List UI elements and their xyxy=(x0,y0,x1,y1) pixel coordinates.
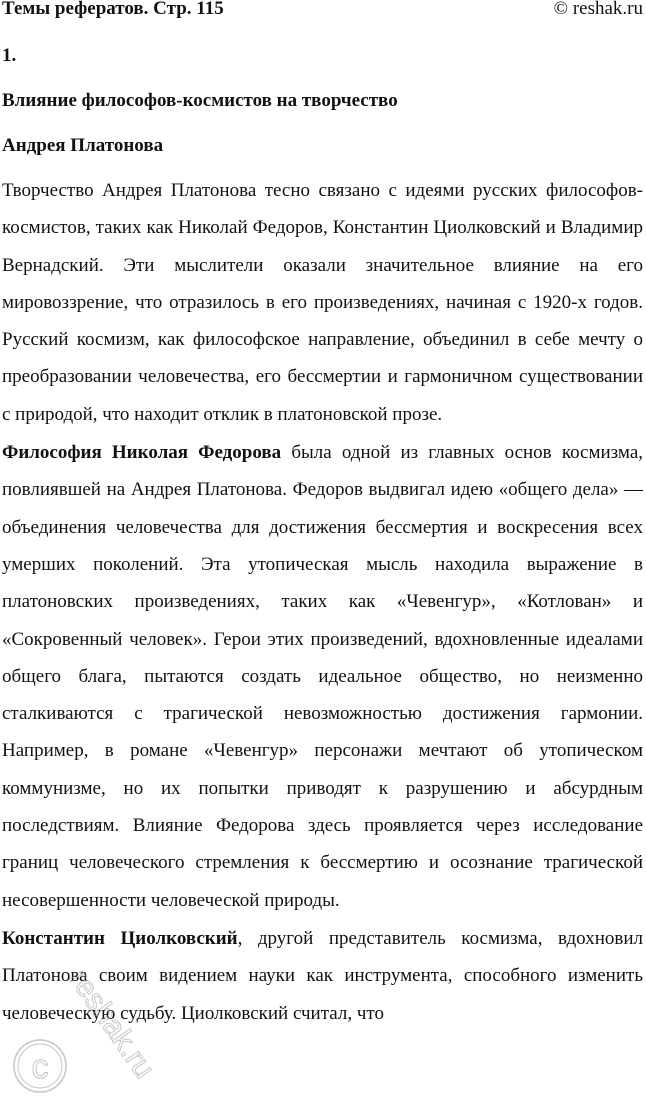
page-title: Темы рефератов. Стр. 115 xyxy=(2,0,224,19)
paragraph-text: была одной из главных основ космизма, повлиявшей на Андрея Платонова. Федоров выдвигал идею «общего дела» — объединения человечества для достижения бессмертия и воскресения всех умерших поколений. Эта утопическая мысль находила выражение в платоновских произведениях, таких как «Чевенгур», «Котлован» и «Сокровенный человек». Герои этих произведений, вдохновленные идеалами общего блага, пытаются создать идеальное общество, но неизменно сталкиваются с трагической невозможностью достижения гармонии. Например, в романе «Чевенгур» персонажи мечтают об утопическом коммунизме, но их попытки приводят к разрушению и абсурдным последствиям. Влияние Федорова здесь проявляется через исследование границ человеческого стремления к бессмертию и осознание трагической несовершенности человеческой природы. xyxy=(2,442,643,911)
site-credit: © reshak.ru xyxy=(553,0,643,19)
paragraph-tsiolkovsky xyxy=(2,920,643,1032)
document-body xyxy=(2,44,643,1040)
svg-text:c: c xyxy=(31,1048,49,1086)
task-number: 1. xyxy=(2,45,17,66)
essay-title-line-1: Влияние философов-космистов на творчество xyxy=(2,90,398,111)
paragraph-text: , другой представитель космизма, вдохновил Платонова своим видением науки как инструмента, способного изменить человеческую судьбу. Циолковский считал, что xyxy=(2,927,643,1024)
paragraph-bold-lead: Философия Николая Федорова xyxy=(2,442,282,464)
paragraph-bold-lead: Константин Циолковский xyxy=(2,927,238,949)
paragraph-text: Творчество Андрея Платонова тесно связано с идеями русских философов-космистов, таких как Николай Федоров, Константин Циолковский и Владимир Вернадский. Эти мыслители оказали значительное влияние на его мировоззрение, что отразилось в его произведениях, начиная с 1920-х годов. Русский космизм, как философское направление, объединил в себе мечту о преобразовании человечества, его бессмертии и гармоничном существовании с природой, что находит отклик в платоновской прозе. xyxy=(2,180,643,425)
paragraph-fedorov xyxy=(2,434,643,919)
essay-title-line-2: Андрея Платонова xyxy=(2,135,164,156)
paragraph-intro xyxy=(2,172,643,433)
copyright-circle-icon xyxy=(14,1040,66,1092)
page-header xyxy=(0,0,646,26)
watermark-text: reshak.ru xyxy=(62,963,162,1085)
